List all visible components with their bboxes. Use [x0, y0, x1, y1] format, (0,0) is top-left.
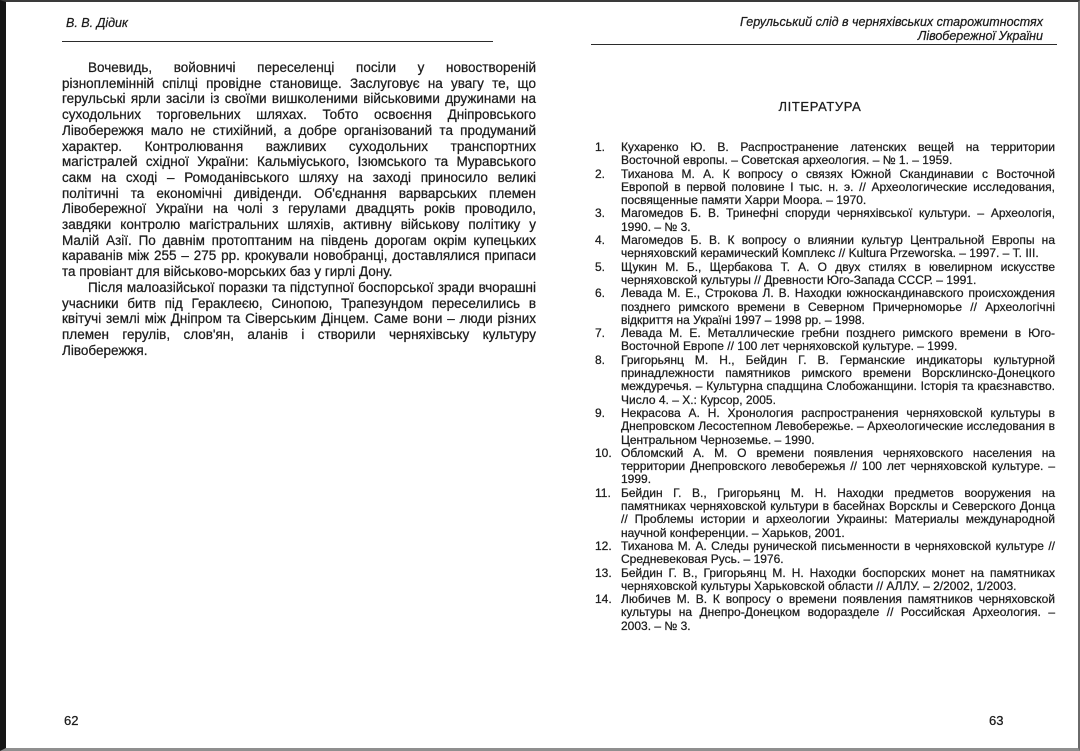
reference-text: Бейдин Г. В., Григорьянц М. Н. Находки боспорских монет на памятниках черняховской культуры Харьковской области // АЛЛУ. – 2/2002, 1/2003.: [621, 565, 1055, 593]
reference-text: Левада М. Е., Строкова Л. В. Находки южноскандинавского происхождения позднего римского времени в Северном Причерноморье // Археологічні відкриття на Україні 1997 – 1998 рр. – 1998.: [621, 286, 1055, 327]
reference-number: 11.: [595, 485, 611, 500]
left-page-number: 62: [64, 713, 79, 728]
reference-number: 2.: [595, 166, 606, 181]
reference-number: 13.: [595, 565, 612, 580]
reference-text: Магомедов Б. В. Тринефні споруди черняхівської культури. – Археологія, 1990. – № 3.: [621, 206, 1055, 234]
reference-text: Магомедов Б. В. К вопросу о влиянии культур Центральной Европы на черняховский керамический Комплекс // Kultura Przeworska. – 1997. – Т. III.: [621, 233, 1055, 261]
right-page-number: 63: [989, 713, 1004, 728]
reference-number: 5.: [595, 259, 606, 274]
reference-item: [591, 234, 1055, 261]
reference-item: [591, 354, 1055, 407]
reference-item: [591, 567, 1055, 594]
reference-text: Бейдин Г. В., Григорьянц М. Н. Находки предметов вооружения на памятниках черняховской культури в басейнах Ворсклы и Северского Донца // Проблемы истории и археологии Украины: Материалы международной научной конференции. – Харьков, 2001.: [621, 485, 1055, 540]
reference-item: [591, 407, 1055, 447]
reference-text: Григорьянц М. Н., Бейдин Г. В. Германские индикаторы культурной принадлежности памятников римского времени Ворсклинско-Донецкого междуречья. – Культурна спадщина Слобожанщини. Історія та краєзнавство. Число 4. – Х.: Курсор, 2005.: [621, 352, 1055, 407]
running-header-line: Герульський слід в черняхівських старожитностях: [740, 15, 1043, 29]
reference-text: Любичев М. В. К вопросу о времени появления памятников черняховской культуры на Днепро-Донецком водоразделе // Российская Археология. – 2003. – № 3.: [621, 592, 1055, 633]
reference-text: Щукин М. Б., Щербакова Т. А. О двух стилях в ювелирном искусстве черняховской культуры // Древности Юго-Запада СССР. – 1991.: [621, 259, 1055, 287]
left-running-header-author: В. В. Дідик: [66, 16, 128, 30]
reference-number: 3.: [595, 206, 606, 221]
reference-item: [591, 327, 1055, 354]
reference-number: 7.: [595, 326, 606, 341]
reference-text: Тиханова М. А. Следы рунической письменности в черняховской культуре // Средневековая Русь. – 1976.: [621, 538, 1055, 567]
reference-number: 6.: [595, 286, 606, 301]
right-header-rule: [591, 44, 1057, 45]
reference-item: [591, 540, 1055, 567]
reference-text: Кухаренко Ю. В. Распространение латенских вещей на территории Восточной европы. – Советская археология. – № 1. – 1959.: [621, 140, 1055, 168]
reference-item: [591, 207, 1055, 234]
reference-number: 4.: [595, 233, 606, 248]
reference-item: [591, 168, 1055, 208]
paragraph: Вочевидь, войовничі переселенці посіли у новоствореній різноплемінній спілці провідне становище. Заслуговує на увагу те, що герульські ярли засіли із своїми вишколеними військовими дружинами на суходольних торговельних шляхах. Тобто освоєння Дніпровського Лівобережжя мало не стихійний, а добре організований та продуманий характер. Контролювання важливих суходольних транспортних магістралей східної України: Кальміуського, Ізюмського та Муравського сакм на сході – Ромоданівського шляху на заході приносило великі політичні та економічні дивіденди. Об'єднання варварських племен Лівобережної України на чолі з герулами двадцять років проводило, завдяки контролю магістральних шляхів, активну військову політику у Малій Азії. По давнім протоптаним на південь дорогам окрім купецьких караванів між 255 – 275 рр. крокували новобранці, доставлялися припаси та провіант для військово-морських баз у гирлі Дону.: [62, 60, 536, 280]
running-header-line: Лівобережної України: [917, 29, 1043, 43]
left-header-rule: [62, 41, 493, 42]
reference-item: [591, 261, 1055, 288]
reference-item: [591, 593, 1055, 633]
right-running-header-title: [591, 15, 1043, 43]
reference-item: [591, 141, 1055, 168]
reference-text: Левада М. Е. Металлические гребни позднего римского времени в Юго-Восточной Европе // 100 лет черняховской культуре. – 1999.: [621, 326, 1055, 354]
reference-item: [591, 287, 1055, 327]
paragraph: Після малоазійської поразки та підступної боспорської зради вчорашні учасники битв під Гераклеєю, Синопою, Трапезундом переселились в квітучі землі між Дніпром та Сіверським Дінцем. Саме вони – люди різних племен герулів, слов'ян, аланів і створили черняхівську культуру Лівобережжя.: [62, 279, 536, 358]
reference-item: [591, 447, 1055, 487]
reference-item: [591, 487, 1055, 540]
reference-number: 14.: [595, 592, 612, 607]
reference-text: Некрасова А. Н. Хронология распространения черняховской культуры в Днепровском Лесостепном Левобережье. – Археологические исследования в Центральном Черноземье. – 1990.: [621, 405, 1055, 447]
reference-number: 1.: [595, 140, 606, 154]
references-list: [591, 141, 1055, 633]
reference-text: Тиханова М. А. К вопросу о связях Южной Скандинавии с Восточной Европой в первой половине I тыс. н. э. // Археологические исследования, посвященные памяти Харри Моора. – 1970.: [621, 166, 1055, 208]
reference-number: 9.: [595, 405, 606, 420]
reference-number: 12.: [595, 538, 612, 553]
section-title: ЛІТЕРАТУРА: [778, 99, 862, 114]
reference-text: Обломский А. М. О времени появления черняховского населения на территории Днепровского левобережья // 100 лет черняховской культуре. – 1999.: [621, 445, 1055, 487]
left-body: [62, 60, 536, 358]
reference-number: 8.: [595, 352, 606, 367]
reference-number: 10.: [595, 445, 612, 460]
